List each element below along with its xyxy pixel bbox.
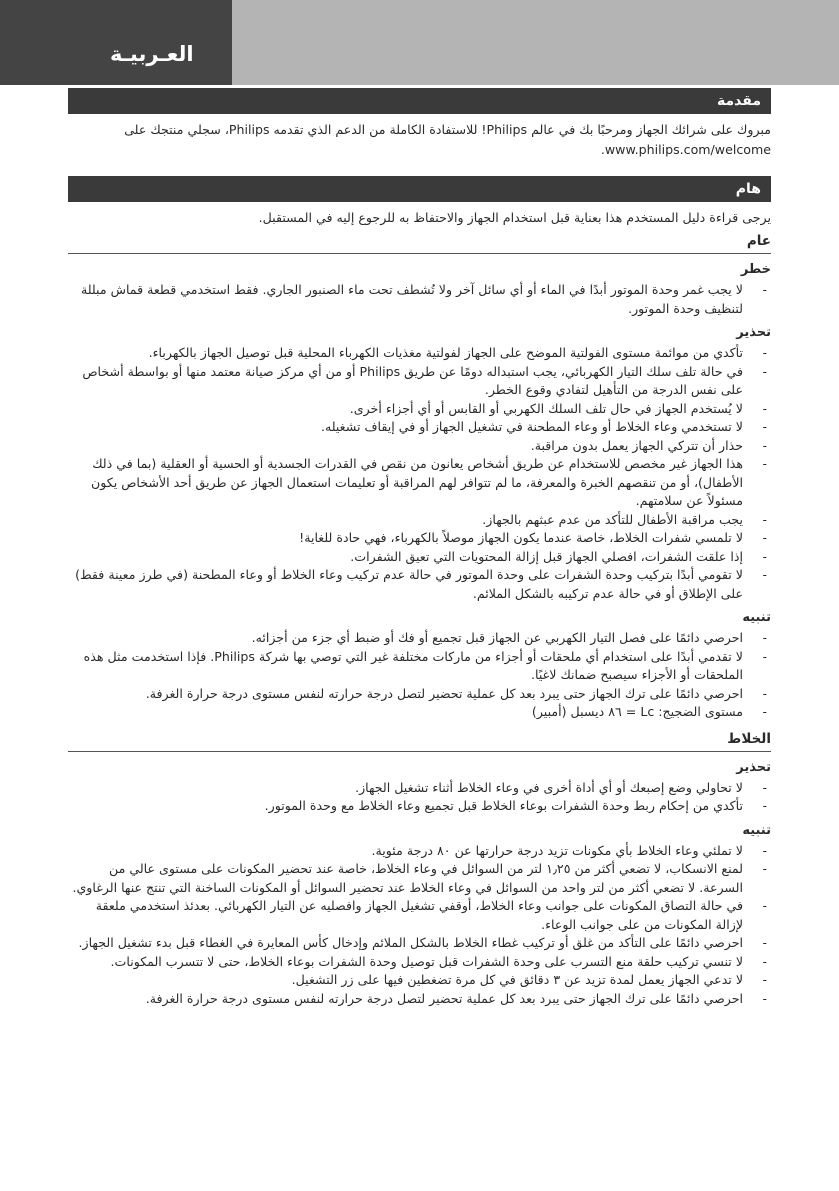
list-item: - لا تستخدمي وعاء الخلاط أو وعاء المطحنة في تشغيل الجهاز أو في إيقاف تشغيله.	[68, 418, 771, 437]
list-item: - تأكدي من إحكام ربط وحدة الشفرات بوعاء الخلاط قبل تجميع وعاء الخلاط مع وحدة الموتور.	[68, 797, 771, 816]
general-caution-heading: تنبيه	[742, 610, 771, 625]
list-item: - لا تلمسي شفرات الخلاط، خاصة عندما يكون الجهاز موصلاً بالكهرباء، فهي حادة للغاية!	[68, 529, 771, 548]
list-item: - في حالة تلف سلك التيار الكهربائي، يجب استبداله دومًا عن طريق Philips أو من أي مركز صيانة معتمد منها أو بواسطة أشخاص على نفس الدرجة من التأهيل لتفادي وقوع الخطر.	[68, 363, 771, 400]
list-item: - لا تقدمي أبدًا على استخدام أي ملحقات أو أجزاء من ماركات مختلفة غير التي توصي بها شركة Philips. فإذا استخدمت مثل هذه الملحقات أو الأجزاء سيصبح ضمانك لاغيًا.	[68, 648, 771, 685]
blender-caution-heading: تنبيه	[742, 822, 771, 838]
language-label: العـربيـة	[110, 42, 194, 66]
list-item: - حذار أن تتركي الجهاز يعمل بدون مراقبة.	[68, 437, 771, 456]
list-item: - احرصي دائمًا على فصل التيار الكهربي عن الجهاز قبل تجميع أو فك أو ضبط أي جزء من أجزائه.	[68, 629, 771, 648]
list-item: - إذا علقت الشفرات، افصلي الجهاز قبل إزالة المحتويات التي تعيق الشفرات.	[68, 548, 771, 567]
general-danger-heading: خطر	[740, 262, 771, 277]
general-danger-list	[68, 281, 771, 318]
list-item: - لا يجب غمر وحدة الموتور أبدًا في الماء أو أي سائل آخر ولا تُشطف تحت ماء الصنبور الجاري. فقط استخدمي قطعة قماش مبللة لتنظيف وحدة الموتور.	[68, 281, 771, 318]
general-heading: عام	[68, 232, 771, 254]
list-item: - احرصي دائمًا على ترك الجهاز حتى يبرد بعد كل عملية تحضير لتصل درجة حرارته لنفس مستوى درجة حرارة الغرفة.	[68, 685, 771, 704]
blender-caution-list	[68, 842, 771, 1009]
important-section-bar: هام	[68, 176, 771, 202]
language-tab	[0, 0, 232, 85]
list-item: - لا يُستخدم الجهاز في حال تلف السلك الكهربي أو القابس أو أي أجزاء أخرى.	[68, 400, 771, 419]
list-item: - مستوى الضجيج: Lc = ٨٦ ديسبل (أمبير)	[68, 703, 771, 722]
list-item: - احرصي دائمًا على ترك الجهاز حتى يبرد بعد كل عملية تحضير لتصل درجة حرارته لنفس مستوى درجة حرارة الغرفة.	[68, 990, 771, 1009]
list-item: - لمنع الانسكاب، لا تضعي أكثر من ١٫٢٥ لتر من السوائل في وعاء الخلاط، خاصة عند تحضير المكونات على مستوى عالي من السرعة. لا تضعي أكثر من لتر واحد من السوائل في وعاء الخلاط عند تحضير السوائل أو المكونات الساخنة التي تنتج عنها الرغاوي.	[68, 860, 771, 897]
intro-section-bar: مقدمة	[68, 88, 771, 114]
list-item: - احرصي دائمًا على التأكد من غلق أو تركيب غطاء الخلاط بالشكل الملائم وإدخال كأس المعايرة في الغطاء قبل بدء تشغيل الجهاز.	[68, 934, 771, 953]
general-warning-heading: تحذير	[736, 325, 771, 340]
general-warning-list	[68, 344, 771, 603]
list-item: - لا تملئي وعاء الخلاط بأي مكونات تزيد درجة حرارتها عن ٨٠ درجة مئوية.	[68, 842, 771, 861]
list-item: - لا تدعي الجهاز يعمل لمدة تزيد عن ٣ دقائق في كل مرة تضغطين فيها على زر التشغيل.	[68, 971, 771, 990]
list-item: - في حالة التصاق المكونات على جوانب وعاء الخلاط، أوقفي تشغيل الجهاز وافصليه عن التيار الكهربائي. بعدئذ استخدمي ملعقة لإزالة المكونات من على جوانب الوعاء.	[68, 897, 771, 934]
list-item: - لا تنسي تركيب حلقة منع التسرب على وحدة الشفرات قبل توصيل وحدة الشفرات بوعاء الخلاط، حتى لا تتسرب المكونات.	[68, 953, 771, 972]
blender-warning-list	[68, 779, 771, 816]
blender-heading: الخلاط	[68, 730, 771, 752]
general-caution-list	[68, 629, 771, 722]
blender-warning-heading: تحذير	[736, 759, 771, 775]
list-item: - لا تحاولي وضع إصبعك أو أي أداة أخرى في وعاء الخلاط أثناء تشغيل الجهاز.	[68, 779, 771, 798]
intro-text: مبروك على شرائك الجهاز ومرحبًا بك في عالم Philips! للاستفادة الكاملة من الدعم الذي تقدمه Philips، سجلي منتجك على www.philips.com/welcome.	[124, 122, 771, 157]
list-item: - هذا الجهاز غير مخصص للاستخدام عن طريق أشخاص يعانون من نقص في القدرات الجسدية أو الحسية أو العقلية (بما في ذلك الأطفال)، أو من تنقصهم الخبرة والمعرفة، ما لم تتوافر لهم المراقبة أو تعليمات استعمال الجهاز عن طريق أحد الأشخاص يكون مسئولاً عن سلامتهم.	[68, 455, 771, 511]
list-item: - تأكدي من موائمة مستوى الفولتية الموضح على الجهاز لفولتية مغذيات الكهرباء المحلية قبل توصيل الجهاز بالكهرباء.	[68, 344, 771, 363]
list-item: - يجب مراقبة الأطفال للتأكد من عدم عبثهم بالجهاز.	[68, 511, 771, 530]
manual-page	[68, 88, 771, 1008]
important-text: يرجى قراءة دليل المستخدم هذا بعناية قبل استخدام الجهاز والاحتفاظ به للرجوع إليه في المستقبل.	[258, 210, 771, 225]
list-item: - لا تقومي أبدًا بتركيب وحدة الشفرات على وحدة الموتور في حالة عدم تركيب وعاء الخلاط أو وعاء المطحنة (في طرز معينة فقط) على الإطلاق أو في حالة عدم تركيبه بالشكل الملائم.	[68, 566, 771, 603]
